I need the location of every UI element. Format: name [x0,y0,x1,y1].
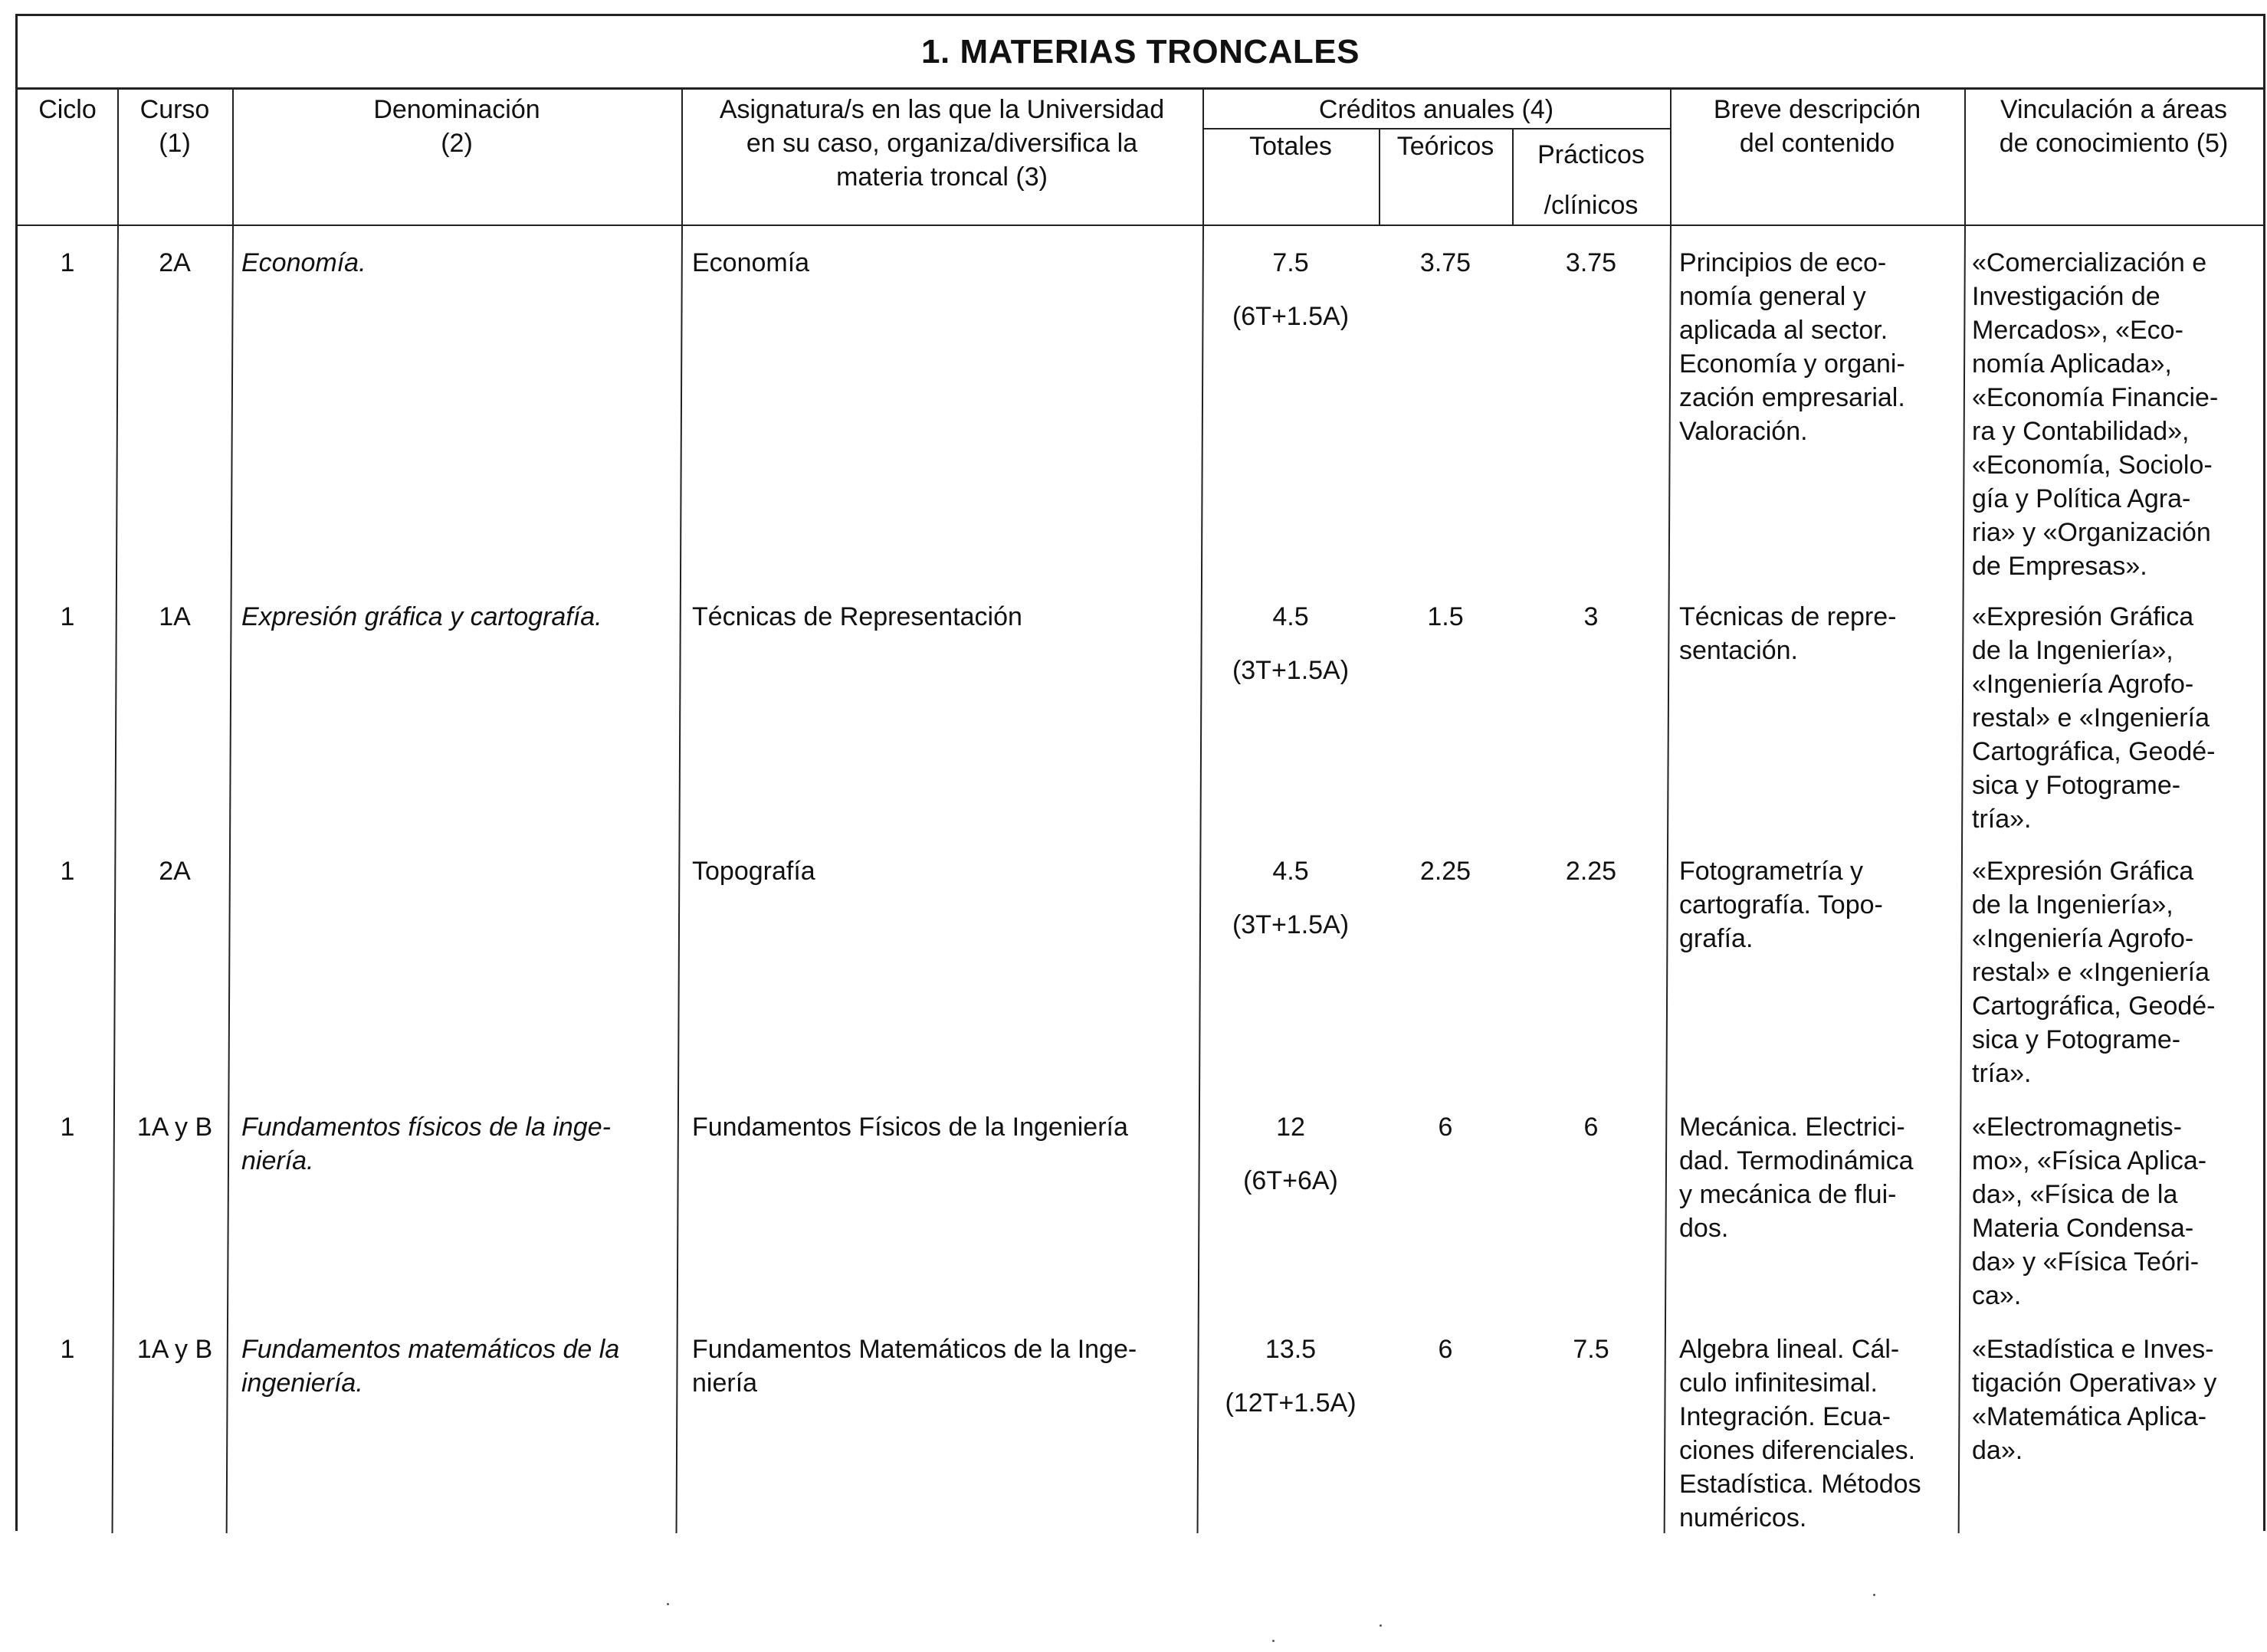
cell-practicos: 6 [1583,1113,1599,1142]
cell-teoricos: 2.25 [1419,857,1471,886]
cell-vinculacion-line: Cartográfica, Geodé- [1972,992,2216,1021]
cell-vinculacion-line: «Estadística e Inves- [1972,1335,2214,1364]
cell-vinculacion-line: da», «Física de la [1972,1180,2178,1209]
cell-curso: 1A y B [136,1335,213,1364]
header-curso-line: Curso [139,95,210,124]
header-vinculacion-line: Vinculación a áreas [2000,95,2228,124]
header-denominacion-line: (2) [441,129,473,158]
cell-asignatura-line: Fundamentos Físicos de la Ingeniería [692,1113,1128,1142]
cell-asignatura-line: Topografía [692,857,815,886]
header-curso-line: (1) [159,129,191,158]
cell-denominacion-line: Fundamentos físicos de la inge- [241,1113,611,1142]
cell-totales-detail: (3T+1.5A) [1232,910,1350,939]
cell-asignatura-line: Fundamentos Matemáticos de la Inge- [692,1335,1137,1364]
cell-vinculacion [1972,600,2263,836]
cell-curso: 2A [159,248,191,277]
cell-ciclo: 1 [60,602,75,631]
cell-descripcion-line: dad. Termodinámica [1679,1146,1914,1175]
cell-descripcion-line: cartografía. Topo- [1679,890,1883,919]
cell-vinculacion-line: «Economía, Sociolo- [1972,451,2213,480]
cell-denominacion [241,600,678,634]
cell-denominacion [241,246,678,280]
cell-descripcion-line: dos. [1679,1214,1729,1243]
cell-vinculacion-line: nomía Aplicada», [1972,349,2172,379]
cell-vinculacion-line: tigación Operativa» y [1972,1368,2217,1398]
header-creditos: Créditos anuales (4) [1318,95,1554,124]
cell-denominacion-line: ingeniería. [241,1368,363,1398]
cell-descripcion-line: culo infinitesimal. [1679,1368,1878,1398]
cell-denominacion-line: Expresión gráfica y cartografía. [241,602,602,631]
cell-vinculacion-line: «Ingeniería Agrofo- [1972,924,2194,953]
cell-vinculacion-line: «Ingeniería Agrofo- [1972,670,2194,699]
cell-asignatura [692,600,1198,634]
header-practicos-line: Prácticos [1537,140,1645,169]
cell-descripcion-line: zación empresarial. [1679,383,1905,412]
cell-descripcion-line: Integración. Ecua- [1679,1402,1891,1431]
cell-descripcion-line: Mecánica. Electrici- [1679,1113,1905,1142]
cell-descripcion-line: sentación. [1679,636,1798,665]
cell-vinculacion-line: Cartográfica, Geodé- [1972,737,2216,766]
cell-descripcion-line: Fotogrametría y [1679,857,1863,886]
header-descripcion-line: Breve descripción [1713,95,1921,124]
cell-descripcion [1679,854,1963,955]
cell-ciclo: 1 [60,1113,75,1142]
header-practicos-line: /clínicos [1544,191,1639,220]
cell-vinculacion-line: «Matemática Aplica- [1972,1402,2207,1431]
cell-vinculacion-line: «Economía Financie- [1972,383,2219,412]
cell-descripcion-line: Técnicas de repre- [1679,602,1897,631]
cell-vinculacion-line: Mercados», «Eco- [1972,316,2183,345]
cell-descripcion-line: Algebra lineal. Cál- [1679,1335,1900,1364]
cell-descripcion-line: Principios de eco- [1679,248,1887,277]
cell-ciclo: 1 [60,248,75,277]
cell-vinculacion-line: «Expresión Gráfica [1972,602,2194,631]
cell-descripcion-line: aplicada al sector. [1679,316,1888,345]
cell-descripcion-line: ciones diferenciales. [1679,1436,1916,1465]
scan-speck [1380,1624,1382,1627]
cell-descripcion-line: nomía general y [1679,282,1866,311]
header-ciclo: Ciclo [38,95,97,124]
cell-vinculacion-line: ca». [1972,1281,2022,1310]
header-curso [117,93,232,160]
cell-totales [1202,600,1379,687]
cell-vinculacion-line: «Electromagnetis- [1972,1113,2183,1142]
cell-vinculacion-line: «Expresión Gráfica [1972,857,2194,886]
cell-descripcion [1679,1332,1963,1535]
cell-denominacion-line: niería. [241,1146,314,1175]
cell-totales-value: 4.5 [1272,602,1309,631]
cell-asignatura-line: Economía [692,248,810,277]
header-practicos [1512,129,1670,231]
cell-descripcion [1679,246,1963,448]
cell-totales [1202,1110,1379,1198]
cell-totales-detail: (6T+6A) [1243,1166,1338,1195]
cell-practicos: 2.25 [1565,857,1617,886]
cell-asignatura-line: niería [692,1368,758,1398]
cell-descripcion-line: numéricos. [1679,1503,1807,1532]
cell-descripcion-line: y mecánica de flui- [1679,1180,1897,1209]
cell-totales-value: 4.5 [1272,857,1309,886]
scan-speck [1873,1594,1875,1596]
cell-asignatura [692,246,1198,280]
cell-descripcion-line: Estadística. Métodos [1679,1470,1921,1499]
cell-teoricos: 3.75 [1419,248,1471,277]
cell-teoricos: 6 [1438,1113,1453,1142]
cell-asignatura [692,1332,1198,1400]
cell-vinculacion [1972,1110,2263,1313]
cell-curso: 1A y B [136,1113,213,1142]
cell-asignatura [692,854,1198,888]
cell-teoricos: 6 [1438,1335,1453,1364]
header-denominacion-line: Denominación [373,95,540,124]
cell-vinculacion-line: gía y Política Agra- [1972,484,2191,513]
cell-totales-detail: (12T+1.5A) [1225,1388,1357,1418]
page-title: 1. MATERIAS TRONCALES [921,32,1360,70]
header-vinculacion [1964,93,2263,160]
cell-vinculacion-line: tría». [1972,805,2032,834]
table-title-row [18,16,2263,90]
cell-vinculacion-line: sica y Fotograme- [1972,1025,2181,1054]
cell-totales-value: 7.5 [1272,248,1309,277]
header-asignatura-line: en su caso, organiza/diversifica la [746,129,1138,158]
header-asignatura [681,93,1202,194]
header-descripcion [1670,93,1964,160]
cell-practicos: 3 [1583,602,1599,631]
cell-vinculacion-line: de la Ingeniería», [1972,636,2173,665]
cell-curso: 2A [159,857,191,886]
cell-totales-value: 13.5 [1265,1335,1317,1364]
header-descripcion-line: del contenido [1739,129,1895,158]
header-denominacion [232,93,681,160]
cell-vinculacion-line: sica y Fotograme- [1972,771,2181,800]
header-vinculacion-line: de conocimiento (5) [1999,129,2229,158]
cell-descripcion-line: grafía. [1679,924,1754,953]
cell-denominacion-line: Economía. [241,248,366,277]
cell-totales-value: 12 [1276,1113,1305,1142]
cell-vinculacion [1972,854,2263,1090]
cell-ciclo: 1 [60,1335,75,1364]
cell-ciclo: 1 [60,857,75,886]
header-asignatura-line: materia troncal (3) [836,162,1048,192]
cell-vinculacion-line: tría». [1972,1059,2032,1088]
scan-speck [1272,1640,1275,1642]
cell-denominacion [241,1332,678,1400]
cell-totales [1202,1332,1379,1420]
cell-teoricos: 1.5 [1427,602,1464,631]
cell-vinculacion-line: restal» e «Ingeniería [1972,703,2210,733]
cell-vinculacion-line: da». [1972,1436,2023,1465]
cell-vinculacion [1972,246,2263,583]
cell-vinculacion-line: ra y Contabilidad», [1972,417,2190,446]
header-totales: Totales [1249,132,1332,161]
cell-vinculacion-line: restal» e «Ingeniería [1972,958,2210,987]
cell-vinculacion-line: Materia Condensa- [1972,1214,2194,1243]
header-teoricos: Teóricos [1396,132,1494,161]
cell-totales [1202,246,1379,333]
scan-speck [667,1603,669,1605]
cell-totales [1202,854,1379,942]
cell-vinculacion-line: Investigación de [1972,282,2160,311]
cell-denominacion [241,1110,678,1178]
cell-vinculacion [1972,1332,2263,1467]
cell-asignatura [692,1110,1198,1144]
cell-descripcion-line: Valoración. [1679,417,1808,446]
cell-vinculacion-line: de Empresas». [1972,552,2147,581]
cell-vinculacion-line: «Comercialización e [1972,248,2207,277]
header-divider [18,225,2263,226]
cell-denominacion-line: Fundamentos matemáticos de la [241,1335,620,1364]
cell-asignatura-line: Técnicas de Representación [692,602,1022,631]
cell-totales-detail: (3T+1.5A) [1232,656,1350,685]
cell-vinculacion-line: ria» y «Organización [1972,518,2211,547]
cell-descripcion [1679,600,1963,667]
cell-totales-detail: (6T+1.5A) [1232,302,1350,331]
header-asignatura-line: Asignatura/s en las que la Universidad [719,95,1165,124]
cell-vinculacion-line: da» y «Física Teóri- [1972,1247,2200,1277]
cell-vinculacion-line: mo», «Física Aplica- [1972,1146,2207,1175]
materias-troncales-table [15,14,2265,1531]
cell-descripcion [1679,1110,1963,1245]
cell-practicos: 3.75 [1565,248,1617,277]
cell-practicos: 7.5 [1573,1335,1609,1364]
cell-descripcion-line: Economía y organi- [1679,349,1905,379]
cell-vinculacion-line: de la Ingeniería», [1972,890,2173,919]
cell-curso: 1A [159,602,191,631]
